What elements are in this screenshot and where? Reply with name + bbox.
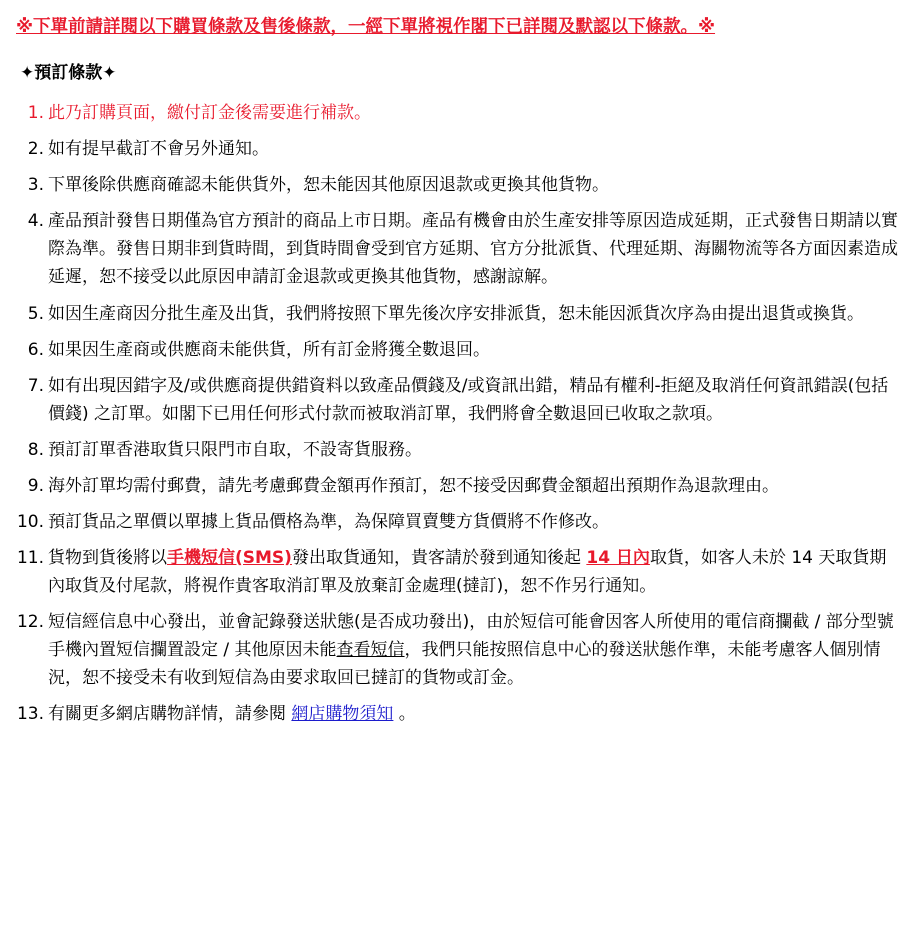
term-number: 13. — [16, 704, 44, 725]
term-item — [14, 508, 899, 536]
term-text: 下單後除供應商確認未能供貨外，恕未能因其他原因退款或更換其他貨物。 — [48, 175, 609, 196]
term-item — [14, 336, 899, 364]
term-text: 預訂訂單香港取貨只限門市自取，不設寄貨服務。 — [48, 439, 422, 460]
emphasis-underline: 查看短信 — [336, 640, 405, 660]
section-title: ✦預訂條款✦ — [20, 63, 117, 84]
terms-list — [14, 99, 899, 728]
term-item — [14, 300, 899, 328]
term-item — [14, 608, 899, 692]
term-item — [14, 207, 899, 291]
term-number: 11. — [16, 547, 44, 568]
term-item — [14, 171, 899, 199]
term-number: 1. — [27, 103, 44, 124]
term-number: 2. — [27, 139, 44, 160]
term-text: 如果因生產商或供應商未能供貨，所有訂金將獲全數退回。 — [48, 339, 490, 360]
term-number: 10. — [16, 511, 44, 532]
term-number: 3. — [27, 175, 44, 196]
term-text: 如有出現因錯字及/或供應商提供錯資料以致產品價錢及/或資訊出錯，精品有權利-拒絕及取消任何資訊錯誤(包括價錢) 之訂單。如閣下已用任何形式付款而被取消訂單，我們將會全數退回已收取之款項。 — [48, 375, 889, 424]
shop-guide-link[interactable]: 網店購物須知 — [291, 704, 394, 725]
term-text-segment: 。 — [393, 704, 416, 725]
term-text: 預訂貨品之單價以單據上貨品價格為準，為保障買賣雙方貨價將不作修改。 — [48, 511, 609, 532]
term-text-segment: 取貨，如客人未於 14 天取貨期內取貨及付尾款，將視作貴客取消訂單及放棄訂金處理(撻訂)，恕不作另行通知。 — [48, 547, 887, 596]
term-item — [14, 135, 899, 163]
term-item — [14, 700, 899, 728]
term-number: 8. — [27, 439, 44, 460]
term-number: 6. — [27, 339, 44, 360]
emphasis-red: 手機短信(SMS) — [167, 547, 292, 568]
top-notice: ※下單前請詳閱以下購買條款及售後條款，一經下單將視作閣下已詳閱及默認以下條款。※ — [16, 17, 716, 37]
term-item — [14, 544, 899, 600]
term-text-segment: 發出取貨通知，貴客請於發到通知後起 — [291, 547, 587, 568]
term-text — [48, 700, 899, 728]
term-text: 此乃訂購頁面，繳付訂金後需要進行補款。 — [48, 103, 371, 124]
term-number: 12. — [16, 611, 44, 632]
term-item — [14, 372, 899, 428]
term-number: 5. — [27, 303, 44, 324]
emphasis-red: 14 日內 — [586, 547, 650, 568]
term-text: 產品預計發售日期僅為官方預計的商品上市日期。產品有機會由於生產安排等原因造成延期，正式發售日期請以實際為準。發售日期非到貨時間，到貨時間會受到官方延期、官方分批派貨、代理延期、海關物流等各方面因素造成延遲，恕不接受以此原因申請訂金退款或更換其他貨物，感謝諒解。 — [48, 211, 898, 288]
term-text-segment: 貨物到貨後將以 — [48, 547, 167, 568]
term-text-segment: 有關更多網店購物詳情，請參閱 — [48, 704, 292, 725]
term-item — [14, 472, 899, 500]
term-number: 7. — [27, 375, 44, 396]
term-text-segment: 短信經信息中心發出，並會記錄發送狀態(是否成功發出)，由於短信可能會因客人所使用的電信商攔截 / 部分型號手機內置短信攔置設定 / 其他原因未能 — [48, 611, 894, 660]
term-text: 如因生產商因分批生產及出貨，我們將按照下單先後次序安排派貨，恕未能因派貨次序為由提出退貨或換貨。 — [48, 303, 864, 324]
term-text: 海外訂單均需付郵費，請先考慮郵費金額再作預訂，恕不接受因郵費金額超出預期作為退款理由。 — [48, 475, 779, 496]
term-number: 4. — [27, 211, 44, 232]
term-text-segment: ，我們只能按照信息中心的發送狀態作準，未能考慮客人個別情況，恕不接受未有收到短信為由要求取回已撻訂的貨物或訂金。 — [48, 640, 881, 689]
term-item — [14, 436, 899, 464]
term-text — [48, 608, 899, 692]
term-item — [14, 99, 899, 127]
term-number: 9. — [27, 475, 44, 496]
term-text: 如有提早截訂不會另外通知。 — [48, 139, 269, 160]
term-text — [48, 544, 899, 600]
